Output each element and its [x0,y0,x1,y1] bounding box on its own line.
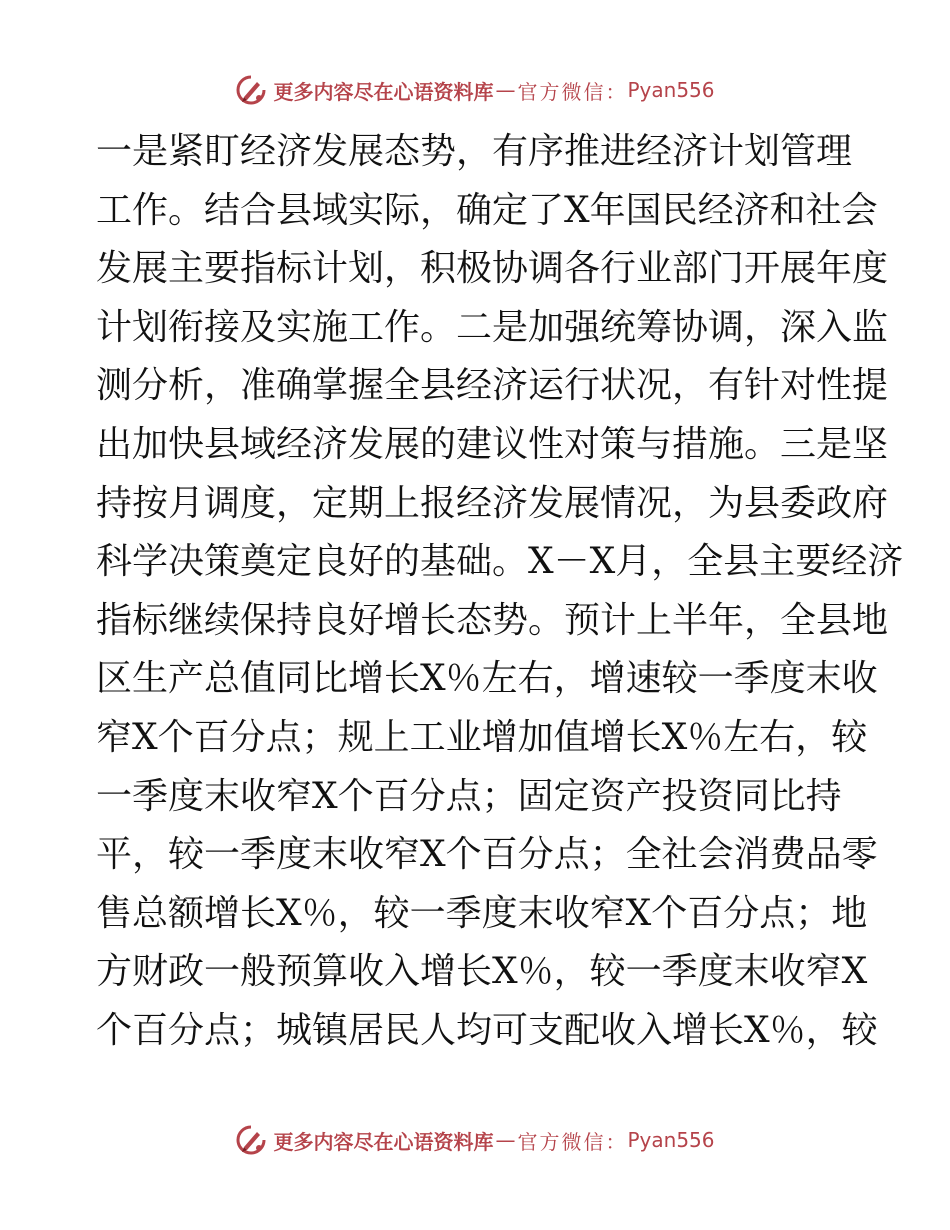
wechat-id: Pyan556 [627,78,715,102]
pen-in-circle-icon [235,1124,267,1156]
brand-name: 更多内容尽在心语资料库 [273,79,494,104]
body-line: 出加快县域经济发展的建议性对策与措施。三是坚 [96,423,889,465]
footer-banner [0,1120,950,1160]
body-line: 窄X个百分点；规上工业增加值增长X％左右，较 [96,716,868,758]
body-line: 发展主要指标计划，积极协调各行业部门开展年度 [96,248,889,290]
brand-separator: — [495,78,516,102]
body-line: 工作。结合县域实际，确定了X年国民经济和社会 [96,189,878,231]
body-line: 一是紧盯经济发展态势，有序推进经济计划管理 [96,131,853,172]
pen-in-circle-icon [235,74,267,106]
body-line: 个百分点；城镇居民人均可支配收入增长X％，较 [96,1009,878,1051]
wechat-label: 官方微信： [517,79,628,104]
body-line: 区生产总值同比增长X％左右，增速较一季度末收 [96,658,878,700]
wechat-label: 官方微信： [517,1129,628,1154]
body-line: 方财政一般预算收入增长X％，较一季度末收窄X [96,951,868,993]
body-line: 售总额增长X％，较一季度末收窄X个百分点；地 [96,892,868,934]
wechat-id: Pyan556 [627,1128,715,1152]
body-line: 持按月调度，定期上报经济发展情况，为县委政府 [96,482,889,524]
brand-name: 更多内容尽在心语资料库 [273,1129,494,1154]
document-body [96,123,904,1061]
body-line: 一季度末收窄X个百分点；固定资产投资同比持 [96,775,842,817]
body-line: 平，较一季度末收窄X个百分点；全社会消费品零 [96,834,878,876]
body-line: 测分析，准确掌握全县经济运行状况，有针对性提 [96,365,889,407]
body-line: 指标继续保持良好增长态势。预计上半年，全县地 [96,599,889,641]
brand-separator: — [495,1128,516,1152]
body-line: 计划衔接及实施工作。二是加强统筹协调，深入监 [96,306,889,348]
header-banner [0,70,950,110]
body-line: 科学决策奠定良好的基础。X－X月，全县主要经济 [96,541,904,583]
